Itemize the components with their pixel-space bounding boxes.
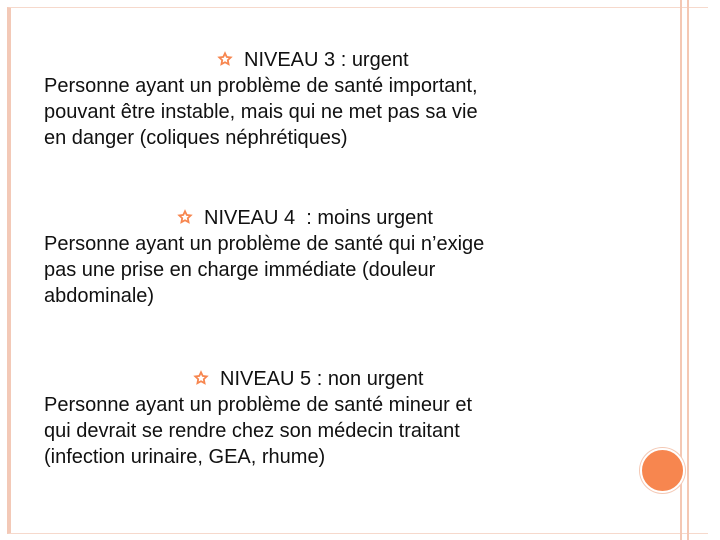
level-heading-text: NIVEAU 3 : urgent <box>244 49 409 71</box>
decorative-circle <box>640 448 685 493</box>
star-bullet-icon <box>192 369 210 387</box>
level-description-line: abdominale) <box>44 285 155 307</box>
level-5-block <box>44 366 604 470</box>
star-bullet-icon <box>216 50 234 68</box>
level-3-block <box>44 47 604 151</box>
decorative-rule <box>687 0 689 540</box>
star-bullet-icon <box>176 208 194 226</box>
level-description-line: Personne ayant un problème de santé qui n’exige <box>44 233 485 255</box>
level-description-line: pouvant être instable, mais qui ne met pas sa vie <box>44 101 478 123</box>
level-heading <box>44 366 604 392</box>
level-description-line: (infection urinaire, GEA, rhume) <box>44 446 326 468</box>
level-description-line: en danger (coliques néphrétiques) <box>44 127 348 149</box>
level-heading-text: NIVEAU 4 : moins urgent <box>204 207 433 229</box>
level-description-line: pas une prise en charge immédiate (douleur <box>44 259 436 281</box>
level-4-block <box>44 205 604 309</box>
level-heading <box>44 47 604 73</box>
level-heading-text: NIVEAU 5 : non urgent <box>220 368 424 390</box>
level-description-line: Personne ayant un problème de santé mineur et <box>44 394 473 416</box>
level-description-line: Personne ayant un problème de santé important, <box>44 75 478 97</box>
level-description-line: qui devrait se rendre chez son médecin traitant <box>44 420 460 442</box>
level-heading <box>44 205 604 231</box>
